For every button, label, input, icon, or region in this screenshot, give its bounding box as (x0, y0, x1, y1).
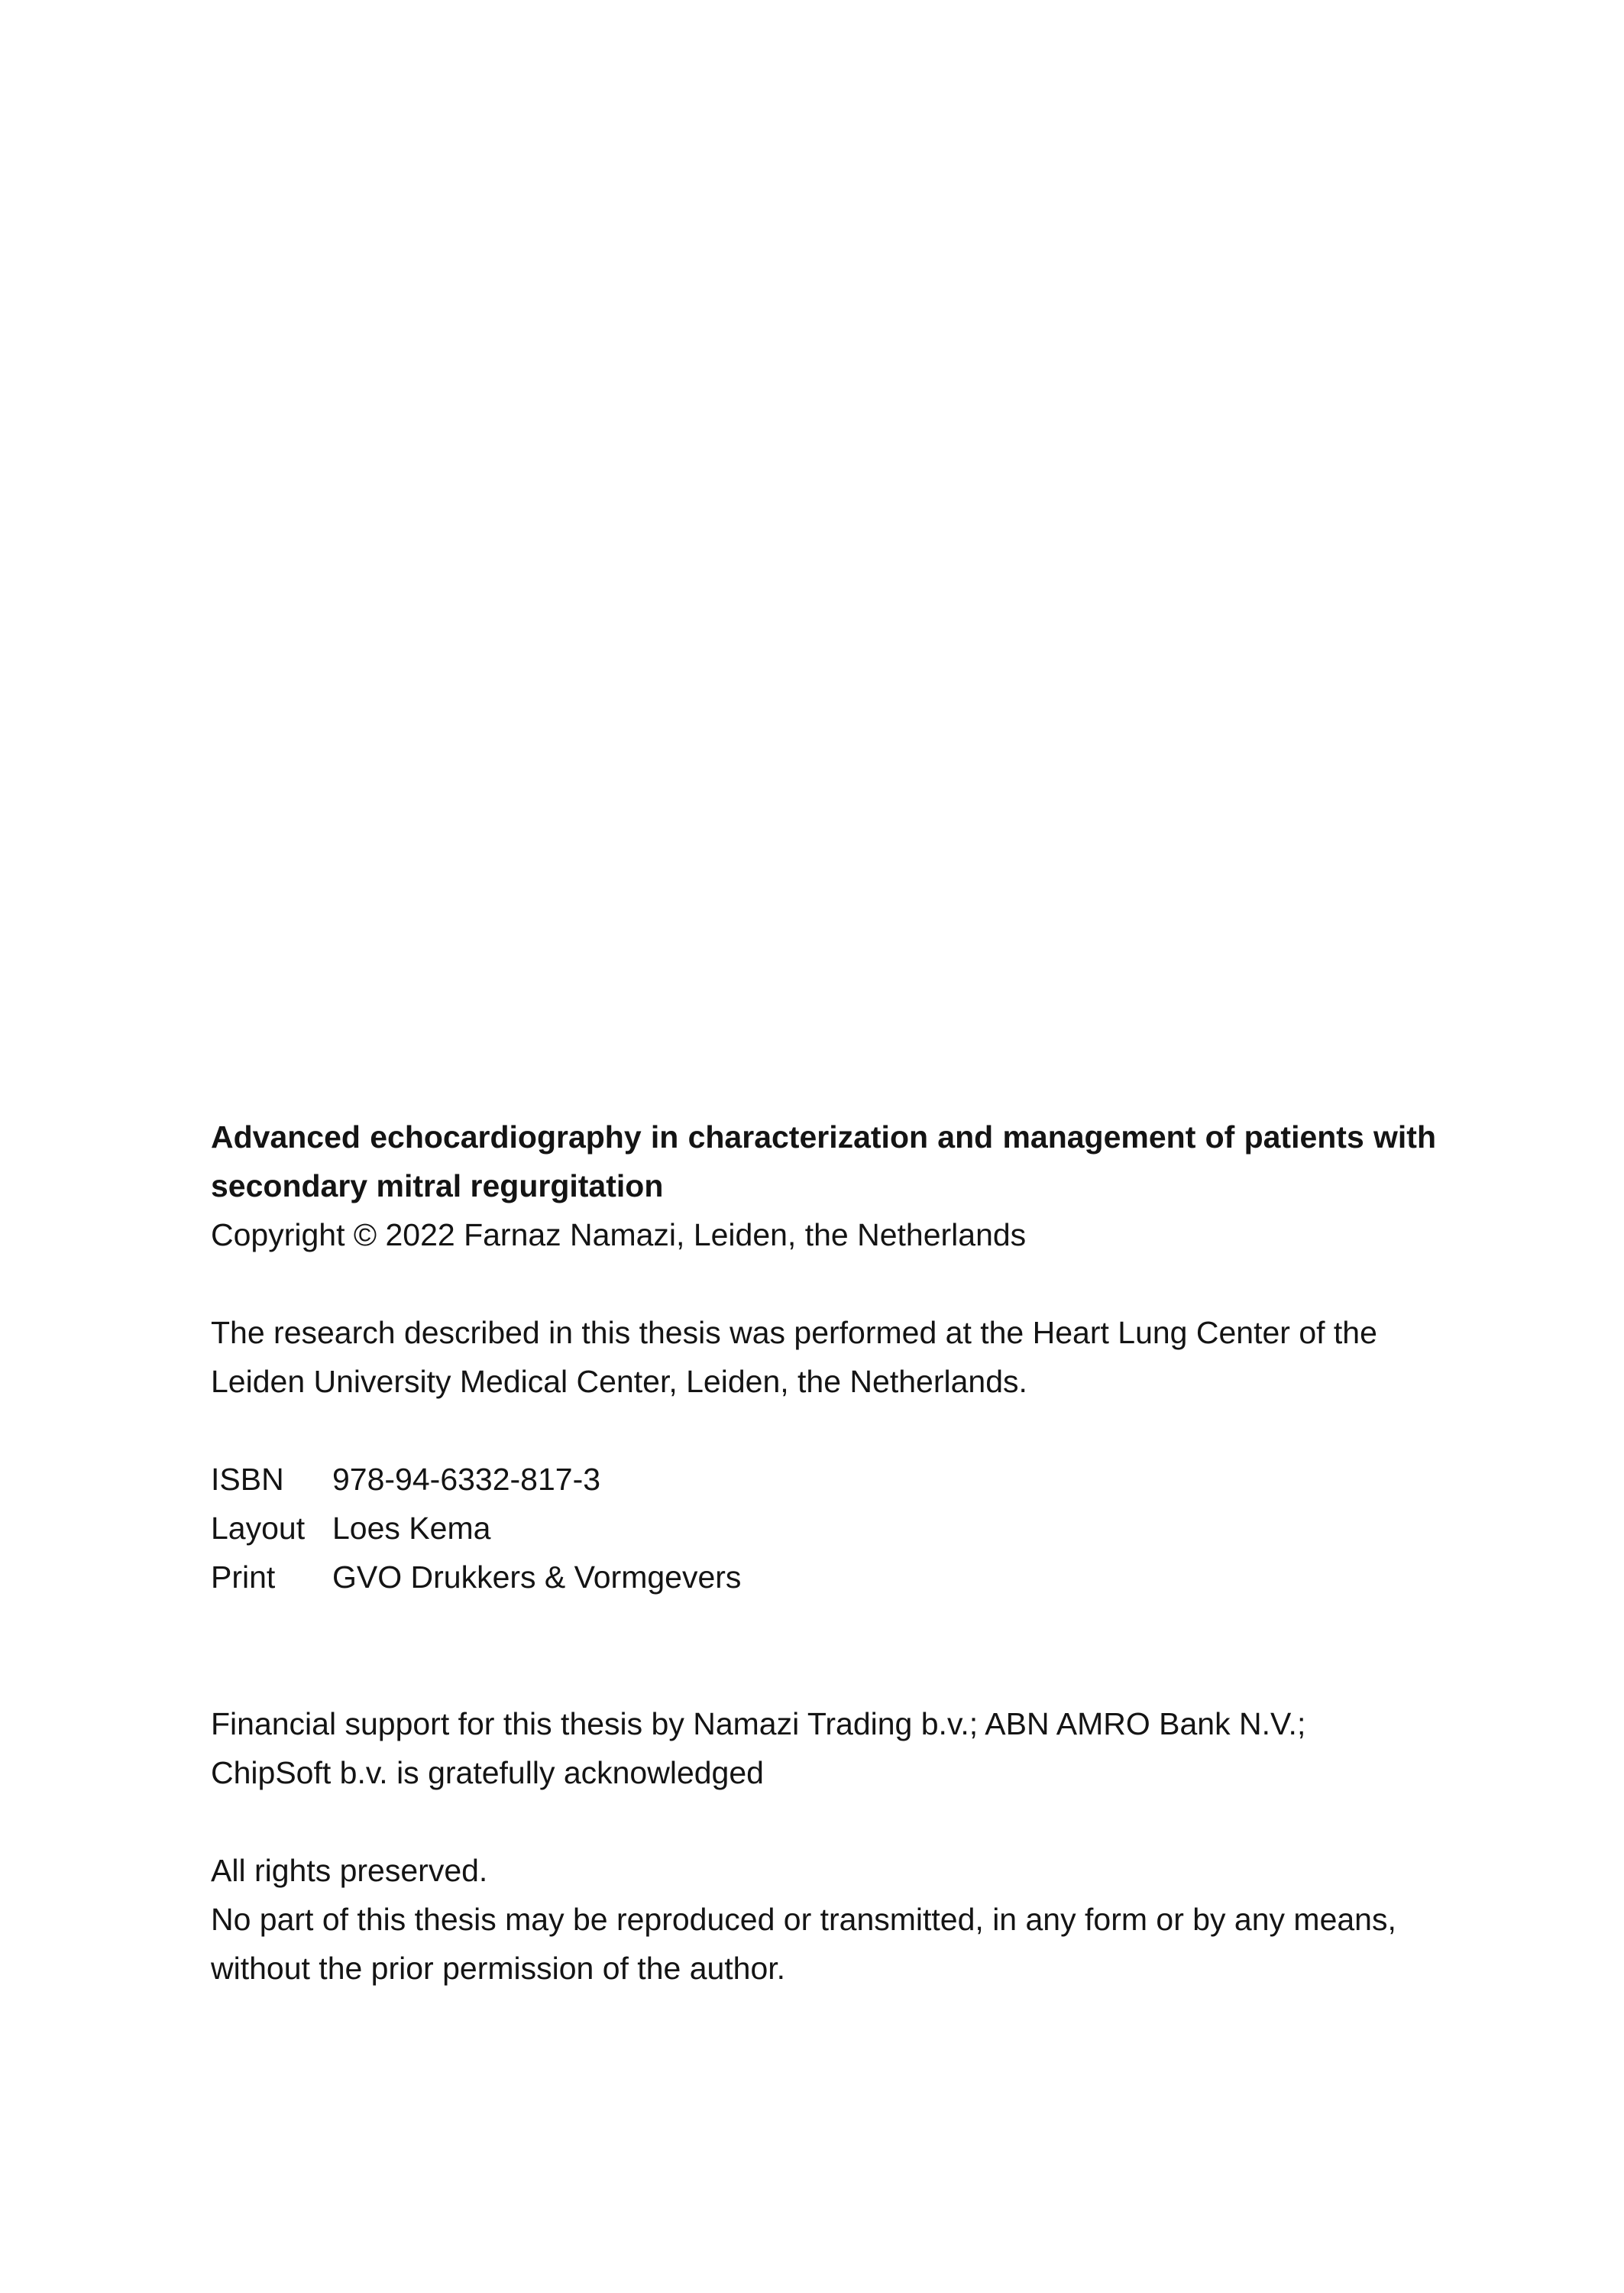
print-row (211, 1553, 1436, 1602)
isbn-value: 978-94-6332-817-3 (332, 1462, 601, 1497)
isbn-label: ISBN (211, 1462, 284, 1497)
colophon-block (211, 1112, 1436, 1993)
rights-line-1: All rights preserved. (211, 1853, 488, 1888)
print-value: GVO Drukkers & Vormgevers (332, 1559, 742, 1595)
copyright-line: Copyright © 2022 Farnaz Namazi, Leiden, the Netherlands (211, 1217, 1027, 1252)
spacer (211, 1259, 1436, 1308)
layout-value: Loes Kema (332, 1511, 491, 1546)
spacer (211, 1602, 1436, 1699)
print-label: Print (211, 1559, 276, 1595)
financial-support-line-1: Financial support for this thesis by Namazi Trading b.v.; ABN AMRO Bank N.V.; (211, 1706, 1306, 1741)
research-statement-line-2: Leiden University Medical Center, Leiden, the Netherlands. (211, 1364, 1027, 1399)
rights-line-3: without the prior permission of the author. (211, 1951, 786, 1986)
layout-label: Layout (211, 1511, 306, 1546)
rights-line-2: No part of this thesis may be reproduced or transmitted, in any form or by any means, (211, 1902, 1396, 1937)
thesis-title: Advanced echocardiography in characterization and management of patients with secondary mitral regurgitation (211, 1119, 1436, 1203)
isbn-row (211, 1455, 1436, 1504)
financial-support-line-2: ChipSoft b.v. is gratefully acknowledged (211, 1755, 764, 1790)
layout-row (211, 1504, 1436, 1553)
spacer (211, 1406, 1436, 1455)
research-statement-line-1: The research described in this thesis was performed at the Heart Lung Center of the (211, 1315, 1377, 1350)
spacer (211, 1797, 1436, 1846)
